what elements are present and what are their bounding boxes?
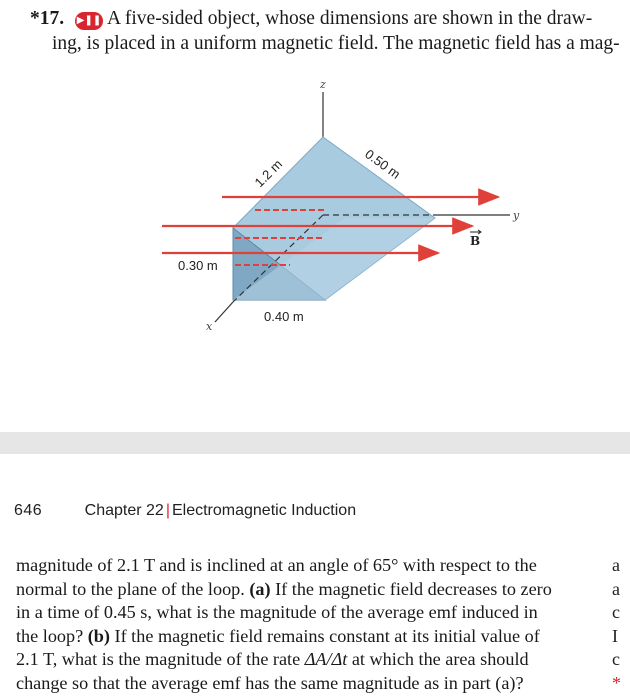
problem-text-line-2: ing, is placed in a uniform magnetic field. The magnetic field has a mag- bbox=[52, 33, 620, 54]
y-axis-label: y bbox=[513, 209, 520, 222]
page-number: 646 bbox=[14, 502, 43, 519]
x-axis bbox=[215, 302, 233, 322]
dimension-label-depth: 0.40 m bbox=[264, 309, 304, 324]
chapter-title: Electromagnetic Induction bbox=[171, 502, 357, 519]
chapter-label: Chapter 22 bbox=[84, 502, 164, 519]
problem-text-line-1: A five-sided object, whose dimensions are shown in the draw- bbox=[107, 8, 593, 29]
problem-number: *17. bbox=[30, 8, 65, 29]
video-play-icon[interactable]: ▶❚❚ bbox=[75, 12, 103, 30]
part-b-label: (b) bbox=[87, 625, 110, 646]
part-a-label: (a) bbox=[249, 578, 271, 599]
dimension-label-top-edge: 1.2 m bbox=[251, 156, 286, 191]
rate-expression: ΔA/Δt bbox=[304, 649, 348, 670]
dimension-label-height: 0.30 m bbox=[178, 258, 218, 273]
header-separator: | bbox=[165, 502, 170, 519]
magnetic-field-label: B bbox=[470, 234, 481, 248]
problem-continuation: magnitude of 2.1 T and is inclined at an angle of 65° with respect to the normal to the plane of the loop. (a) If the magnetic field decreases to zero in a time of 0.45 s, what is the magnitude of the average emf induced in the loop? (b) If the magnetic field remains constant at its initial value of 2.1 T, what is the magnitude of the rate ΔA/Δt at which the area should change so that the average emf has the same magnitude as in part (a)? bbox=[16, 555, 552, 693]
dimension-label-slant-edge: 0.50 m bbox=[362, 146, 404, 182]
running-header bbox=[14, 502, 356, 520]
z-axis-label: z bbox=[320, 78, 326, 91]
page-gap bbox=[0, 432, 630, 454]
margin-column-cutoff: a a c I c * bbox=[612, 555, 621, 693]
x-axis-label: x bbox=[206, 320, 213, 333]
textbook-page-bottom bbox=[0, 454, 630, 700]
